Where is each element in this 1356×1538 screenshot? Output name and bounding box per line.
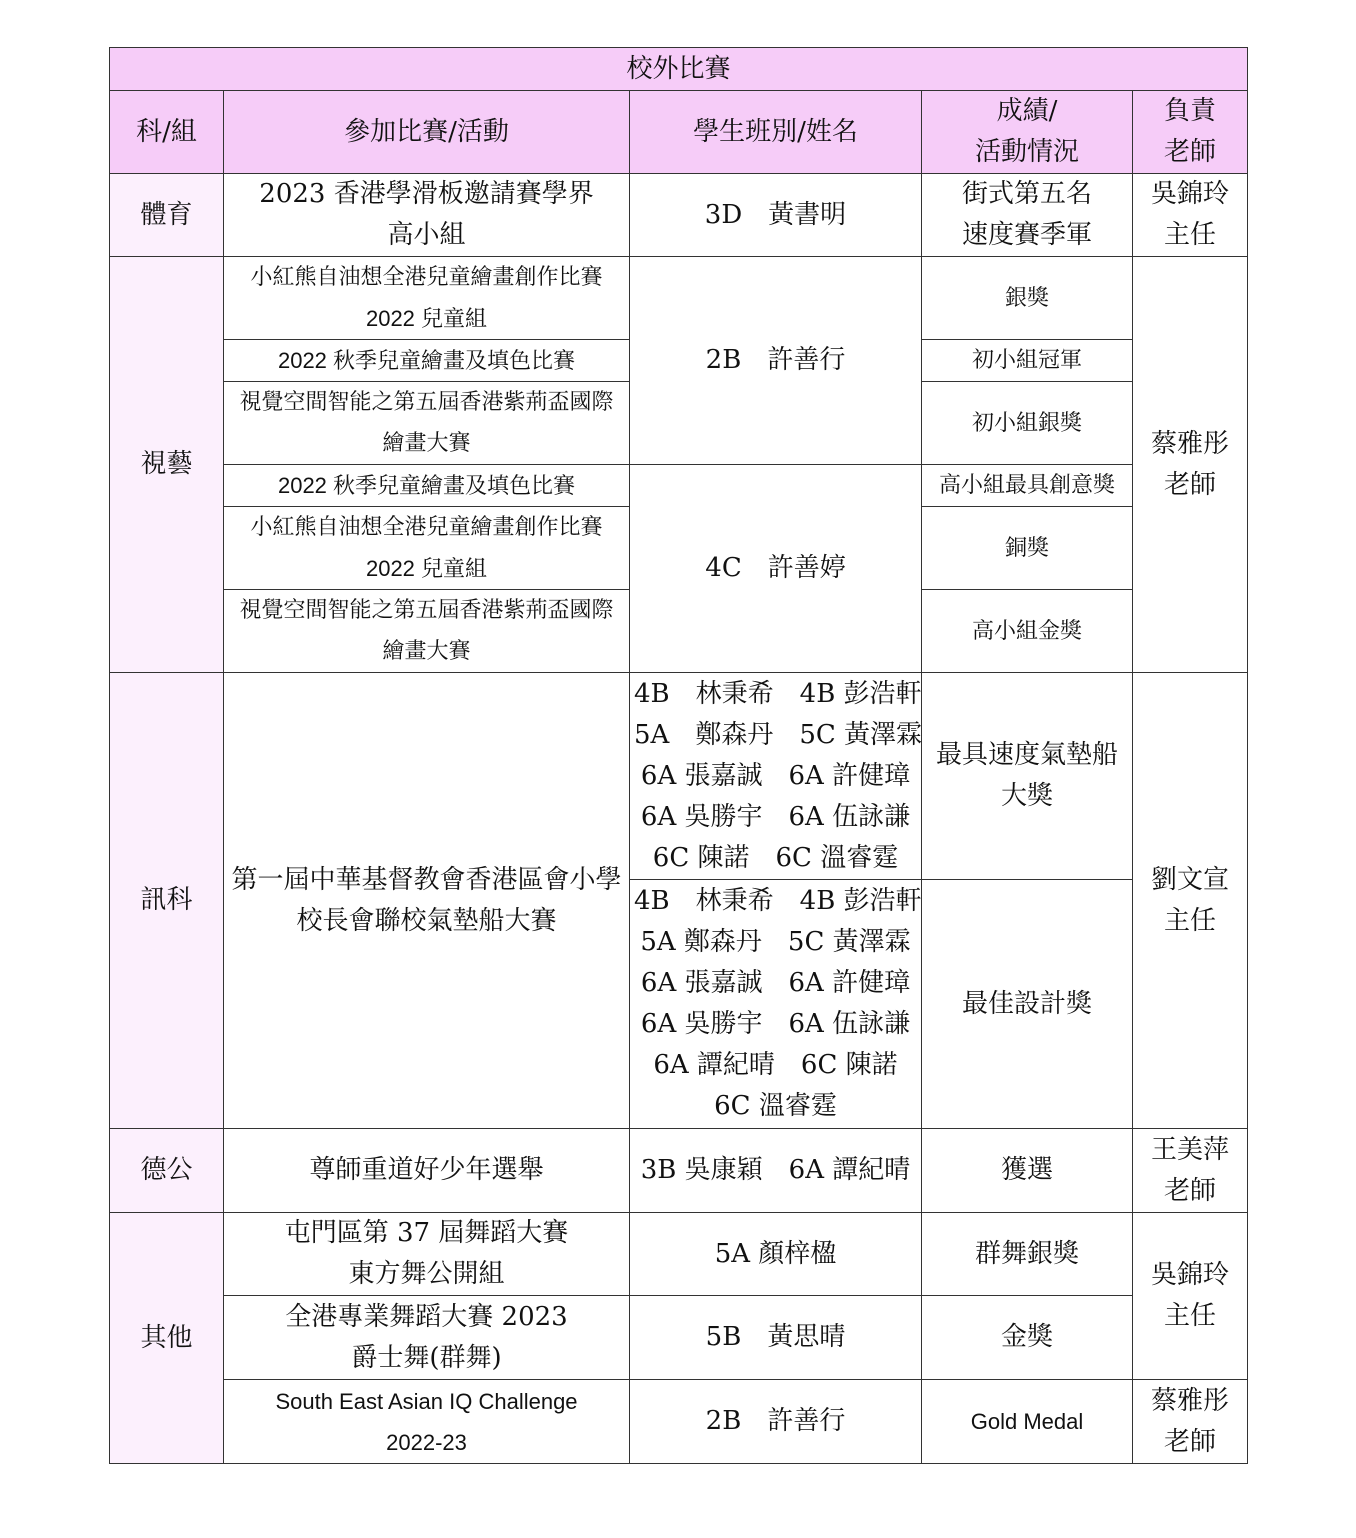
students-cell: 3D 黃書明 [630, 174, 922, 257]
teacher-cell: 劉文宣 主任 [1133, 673, 1248, 1129]
activity-cell: 全港專業舞蹈大賽 2023 爵士舞(群舞) [224, 1296, 630, 1380]
header-row [110, 91, 1248, 174]
students-cell: 2B 許善行 [630, 257, 922, 465]
result-cell: 銅獎 [922, 507, 1133, 590]
header-students: 學生班別/姓名 [630, 91, 922, 174]
activity-cell: 視覺空間智能之第五屆香港紫荊盃國際 繪畫大賽 [224, 382, 630, 465]
table-title: 校外比賽 [110, 48, 1248, 91]
activity-cell: 第一屆中華基督教會香港區會小學校長會聯校氣墊船大賽 [224, 673, 630, 1129]
result-cell: 金獎 [922, 1296, 1133, 1380]
subject-cell: 視藝 [110, 257, 224, 673]
students-cell: 3B 吳康穎 6A 譚紀晴 [630, 1129, 922, 1213]
competition-table [109, 47, 1248, 1464]
students-cell: 2B 許善行 [630, 1380, 922, 1464]
header-activity: 參加比賽/活動 [224, 91, 630, 174]
teacher-cell: 蔡雅彤 老師 [1133, 1380, 1248, 1464]
result-cell: 街式第五名 速度賽季軍 [922, 174, 1133, 257]
students-cell: 5A 顏梓楹 [630, 1213, 922, 1296]
teacher-cell: 吳錦玲 主任 [1133, 174, 1248, 257]
activity-cell: 視覺空間智能之第五屆香港紫荊盃國際 繪畫大賽 [224, 590, 630, 673]
activity-cell: 2022 秋季兒童繪畫及填色比賽 [224, 465, 630, 507]
table-row [110, 1296, 1248, 1380]
activity-cell: South East Asian IQ Challenge 2022-23 [224, 1380, 630, 1464]
result-cell: 獲選 [922, 1129, 1133, 1213]
activity-cell: 屯門區第 37 屆舞蹈大賽 東方舞公開組 [224, 1213, 630, 1296]
table-row [110, 1380, 1248, 1464]
activity-cell: 2022 秋季兒童繪畫及填色比賽 [224, 340, 630, 382]
students-cell: 4C 許善婷 [630, 465, 922, 673]
activity-cell: 2023 香港學滑板邀請賽學界 高小組 [224, 174, 630, 257]
result-cell: 群舞銀獎 [922, 1213, 1133, 1296]
teacher-cell: 蔡雅彤 老師 [1133, 257, 1248, 673]
subject-cell: 其他 [110, 1213, 224, 1464]
students-cell: 4B 林秉希 4B 彭浩軒 5A 鄭森丹 5C 黃澤霖 6A 張嘉誠 6A 許健璋 6A 吳勝宇 6A 伍詠謙 6A 譚紀晴 6C 陳諾 6C 溫睿霆 [630, 880, 922, 1129]
activity-cell: 尊師重道好少年選舉 [224, 1129, 630, 1213]
result-cell: 高小組金獎 [922, 590, 1133, 673]
subject-cell: 體育 [110, 174, 224, 257]
table-row [110, 257, 1248, 340]
teacher-cell: 吳錦玲 主任 [1133, 1213, 1248, 1380]
result-cell: 初小組銀獎 [922, 382, 1133, 465]
subject-cell: 德公 [110, 1129, 224, 1213]
table-row [110, 465, 1248, 507]
result-cell: 銀獎 [922, 257, 1133, 340]
header-teacher: 負責 老師 [1133, 91, 1248, 174]
result-cell: 初小組冠軍 [922, 340, 1133, 382]
result-cell: 最具速度氣墊船 大獎 [922, 673, 1133, 880]
table-row [110, 1213, 1248, 1296]
subject-cell: 訊科 [110, 673, 224, 1129]
teacher-cell: 王美萍 老師 [1133, 1129, 1248, 1213]
students-cell: 5B 黃思晴 [630, 1296, 922, 1380]
table-row [110, 1129, 1248, 1213]
table-row [110, 673, 1248, 880]
table-row [110, 174, 1248, 257]
result-cell: Gold Medal [922, 1380, 1133, 1464]
result-cell: 高小組最具創意獎 [922, 465, 1133, 507]
activity-cell: 小紅熊自油想全港兒童繪畫創作比賽 2022 兒童組 [224, 507, 630, 590]
result-cell: 最佳設計獎 [922, 880, 1133, 1129]
header-subject: 科/組 [110, 91, 224, 174]
header-result: 成績/ 活動情況 [922, 91, 1133, 174]
activity-cell: 小紅熊自油想全港兒童繪畫創作比賽 2022 兒童組 [224, 257, 630, 340]
students-cell: 4B 林秉希 4B 彭浩軒 5A 鄭森丹 5C 黃澤霖 6A 張嘉誠 6A 許健璋 6A 吳勝宇 6A 伍詠謙 6C 陳諾 6C 溫睿霆 [630, 673, 922, 880]
